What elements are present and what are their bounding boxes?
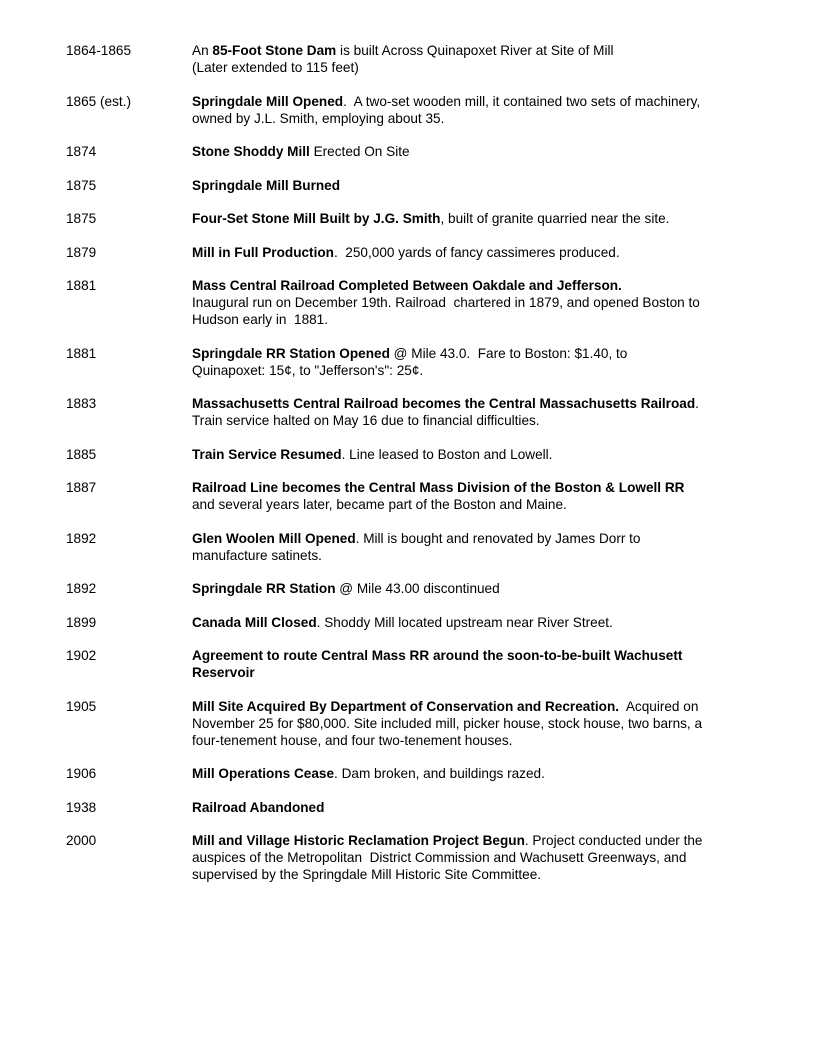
description-line bbox=[192, 210, 752, 227]
body-text: November 25 for $80,000. Site included mill, picker house, stock house, two barns, a bbox=[192, 715, 703, 731]
timeline-entry bbox=[66, 765, 756, 782]
description-line bbox=[192, 412, 752, 429]
description-line bbox=[192, 832, 752, 849]
timeline-entry bbox=[66, 143, 756, 160]
entry-description bbox=[192, 244, 752, 261]
body-text: . Shoddy Mill located upstream near River Street. bbox=[316, 614, 613, 630]
entry-year: 1865 (est.) bbox=[66, 93, 131, 109]
bold-text: Mass Central Railroad Completed Between Oakdale and Jefferson. bbox=[192, 278, 622, 293]
description-line bbox=[192, 177, 752, 194]
bold-text: 85-Foot Stone Dam bbox=[212, 43, 337, 58]
body-text: . A two-set wooden mill, it contained two sets of machinery, bbox=[343, 93, 701, 109]
entry-description bbox=[192, 143, 752, 160]
entry-year: 1881 bbox=[66, 278, 97, 293]
entry-year: 1887 bbox=[66, 480, 97, 495]
description-line bbox=[192, 479, 752, 496]
body-text: . Mill is bought and renovated by James Dorr to bbox=[355, 530, 641, 546]
bold-text: Mill and Village Historic Reclamation Project Begun bbox=[192, 833, 525, 848]
description-line bbox=[192, 244, 752, 261]
bold-text: Four-Set Stone Mill Built by J.G. Smith bbox=[192, 211, 441, 226]
body-text: owned by J.L. Smith, employing about 35. bbox=[192, 110, 445, 126]
entry-year: 1874 bbox=[66, 144, 97, 159]
timeline-entry bbox=[66, 210, 756, 227]
timeline-entry bbox=[66, 530, 756, 564]
entry-description bbox=[192, 698, 752, 749]
bold-text: Springdale RR Station Opened bbox=[192, 345, 390, 361]
entry-description bbox=[192, 479, 752, 513]
bold-text: Mill Operations Cease bbox=[192, 766, 335, 781]
description-line bbox=[192, 580, 752, 597]
bold-text: Springdale Mill Opened bbox=[192, 93, 344, 109]
body-text: and several years later, became part of the Boston and Maine. bbox=[192, 497, 567, 512]
timeline-entry bbox=[66, 277, 756, 328]
description-line bbox=[192, 93, 752, 110]
entry-description bbox=[192, 210, 752, 227]
body-text: supervised by the Springdale Mill Historic Site Committee. bbox=[192, 867, 542, 882]
timeline-entry bbox=[66, 395, 756, 429]
body-text: Hudson early in 1881. bbox=[192, 312, 329, 327]
description-line bbox=[192, 715, 752, 732]
description-line bbox=[192, 614, 752, 631]
entry-year: 1864-1865 bbox=[66, 43, 132, 58]
bold-text: Agreement to route Central Mass RR around the soon-to-be-built Wachusett bbox=[192, 648, 683, 663]
body-text: . Project conducted under the bbox=[524, 833, 703, 848]
entry-description bbox=[192, 530, 752, 564]
entry-description bbox=[192, 765, 752, 782]
bold-text: Springdale RR Station bbox=[192, 581, 336, 596]
description-line bbox=[192, 547, 752, 564]
entry-description bbox=[192, 647, 752, 681]
description-line bbox=[192, 294, 752, 311]
entry-description bbox=[192, 614, 752, 631]
timeline-entry bbox=[66, 698, 756, 749]
body-text: Acquired on bbox=[619, 698, 699, 714]
description-line bbox=[192, 42, 752, 59]
body-text: four-tenement house, and four two-tenement houses. bbox=[192, 732, 513, 748]
entry-year: 1899 bbox=[66, 614, 97, 630]
body-text: @ Mile 43.00 discontinued bbox=[335, 581, 500, 596]
body-text: , built of granite quarried near the site. bbox=[440, 211, 670, 226]
entry-year: 1892 bbox=[66, 530, 97, 546]
description-line bbox=[192, 311, 752, 328]
description-line bbox=[192, 866, 752, 883]
bold-text: Railroad Line becomes the Central Mass Division of the Boston & Lowell RR bbox=[192, 480, 685, 495]
body-text: . Dam broken, and buildings razed. bbox=[334, 766, 545, 781]
entry-year: 1875 bbox=[66, 177, 97, 193]
timeline bbox=[66, 42, 756, 900]
body-text: (Later extended to 115 feet) bbox=[192, 60, 359, 75]
description-line bbox=[192, 395, 752, 412]
body-text: @ Mile 43.0. Fare to Boston: $1.40, to bbox=[389, 345, 628, 361]
bold-text: Glen Woolen Mill Opened bbox=[192, 530, 356, 546]
description-line bbox=[192, 277, 752, 294]
description-line bbox=[192, 530, 752, 547]
entry-description bbox=[192, 446, 752, 463]
description-line bbox=[192, 664, 752, 681]
entry-year: 1883 bbox=[66, 396, 97, 411]
description-line bbox=[192, 647, 752, 664]
body-text: Quinapoxet: 15¢, to "Jefferson's": 25¢. bbox=[192, 362, 424, 378]
entry-year: 1906 bbox=[66, 766, 97, 781]
body-text: auspices of the Metropolitan District Commission and Wachusett Greenways, and bbox=[192, 850, 687, 865]
entry-year: 1902 bbox=[66, 648, 97, 663]
entry-year: 1885 bbox=[66, 446, 97, 462]
entry-year: 1881 bbox=[66, 345, 97, 361]
description-line bbox=[192, 110, 752, 127]
bold-text: Train Service Resumed bbox=[192, 446, 342, 462]
entry-year: 1879 bbox=[66, 244, 97, 260]
entry-description bbox=[192, 177, 752, 194]
entry-year: 1875 bbox=[66, 211, 97, 226]
bold-text: Canada Mill Closed bbox=[192, 614, 317, 630]
body-text: Train service halted on May 16 due to financial difficulties. bbox=[192, 413, 540, 428]
description-line bbox=[192, 799, 752, 816]
body-text: . 250,000 yards of fancy cassimeres produced. bbox=[333, 244, 620, 260]
entry-description bbox=[192, 277, 752, 328]
entry-description bbox=[192, 832, 752, 883]
description-line bbox=[192, 765, 752, 782]
description-line bbox=[192, 143, 752, 160]
description-line bbox=[192, 698, 752, 715]
body-text: An bbox=[192, 43, 213, 58]
timeline-entry bbox=[66, 244, 756, 261]
entry-year: 1938 bbox=[66, 799, 97, 815]
entry-description bbox=[192, 345, 752, 379]
bold-text: Mill in Full Production bbox=[192, 244, 334, 260]
entry-description bbox=[192, 42, 752, 76]
body-text: Inaugural run on December 19th. Railroad chartered in 1879, and opened Boston to bbox=[192, 295, 700, 310]
description-line bbox=[192, 345, 752, 362]
description-line bbox=[192, 849, 752, 866]
entry-description bbox=[192, 580, 752, 597]
bold-text: Railroad Abandoned bbox=[192, 799, 325, 815]
bold-text: Stone Shoddy Mill bbox=[192, 144, 310, 159]
entry-year: 1905 bbox=[66, 698, 97, 714]
timeline-entry bbox=[66, 446, 756, 463]
bold-text: Mill Site Acquired By Department of Conservation and Recreation. bbox=[192, 698, 620, 714]
body-text: . bbox=[695, 396, 699, 411]
timeline-entry bbox=[66, 42, 756, 76]
timeline-entry bbox=[66, 93, 756, 127]
timeline-entry bbox=[66, 479, 756, 513]
bold-text: Reservoir bbox=[192, 665, 255, 680]
body-text: manufacture satinets. bbox=[192, 547, 322, 563]
body-text: Erected On Site bbox=[309, 144, 410, 159]
description-line bbox=[192, 496, 752, 513]
timeline-entry bbox=[66, 345, 756, 379]
entry-year: 2000 bbox=[66, 833, 97, 848]
entry-year: 1892 bbox=[66, 581, 97, 596]
bold-text: Springdale Mill Burned bbox=[192, 177, 341, 193]
description-line bbox=[192, 446, 752, 463]
bold-text: Massachusetts Central Railroad becomes the Central Massachusetts Railroad bbox=[192, 396, 696, 411]
body-text: is built Across Quinapoxet River at Site of Mill bbox=[336, 43, 614, 58]
entry-description bbox=[192, 93, 752, 127]
description-line bbox=[192, 362, 752, 379]
timeline-entry bbox=[66, 580, 756, 597]
description-line bbox=[192, 59, 752, 76]
timeline-entry bbox=[66, 647, 756, 681]
timeline-entry bbox=[66, 799, 756, 816]
timeline-entry bbox=[66, 832, 756, 883]
timeline-entry bbox=[66, 614, 756, 631]
timeline-entry bbox=[66, 177, 756, 194]
entry-description bbox=[192, 395, 752, 429]
entry-description bbox=[192, 799, 752, 816]
description-line bbox=[192, 732, 752, 749]
body-text: . Line leased to Boston and Lowell. bbox=[341, 446, 553, 462]
